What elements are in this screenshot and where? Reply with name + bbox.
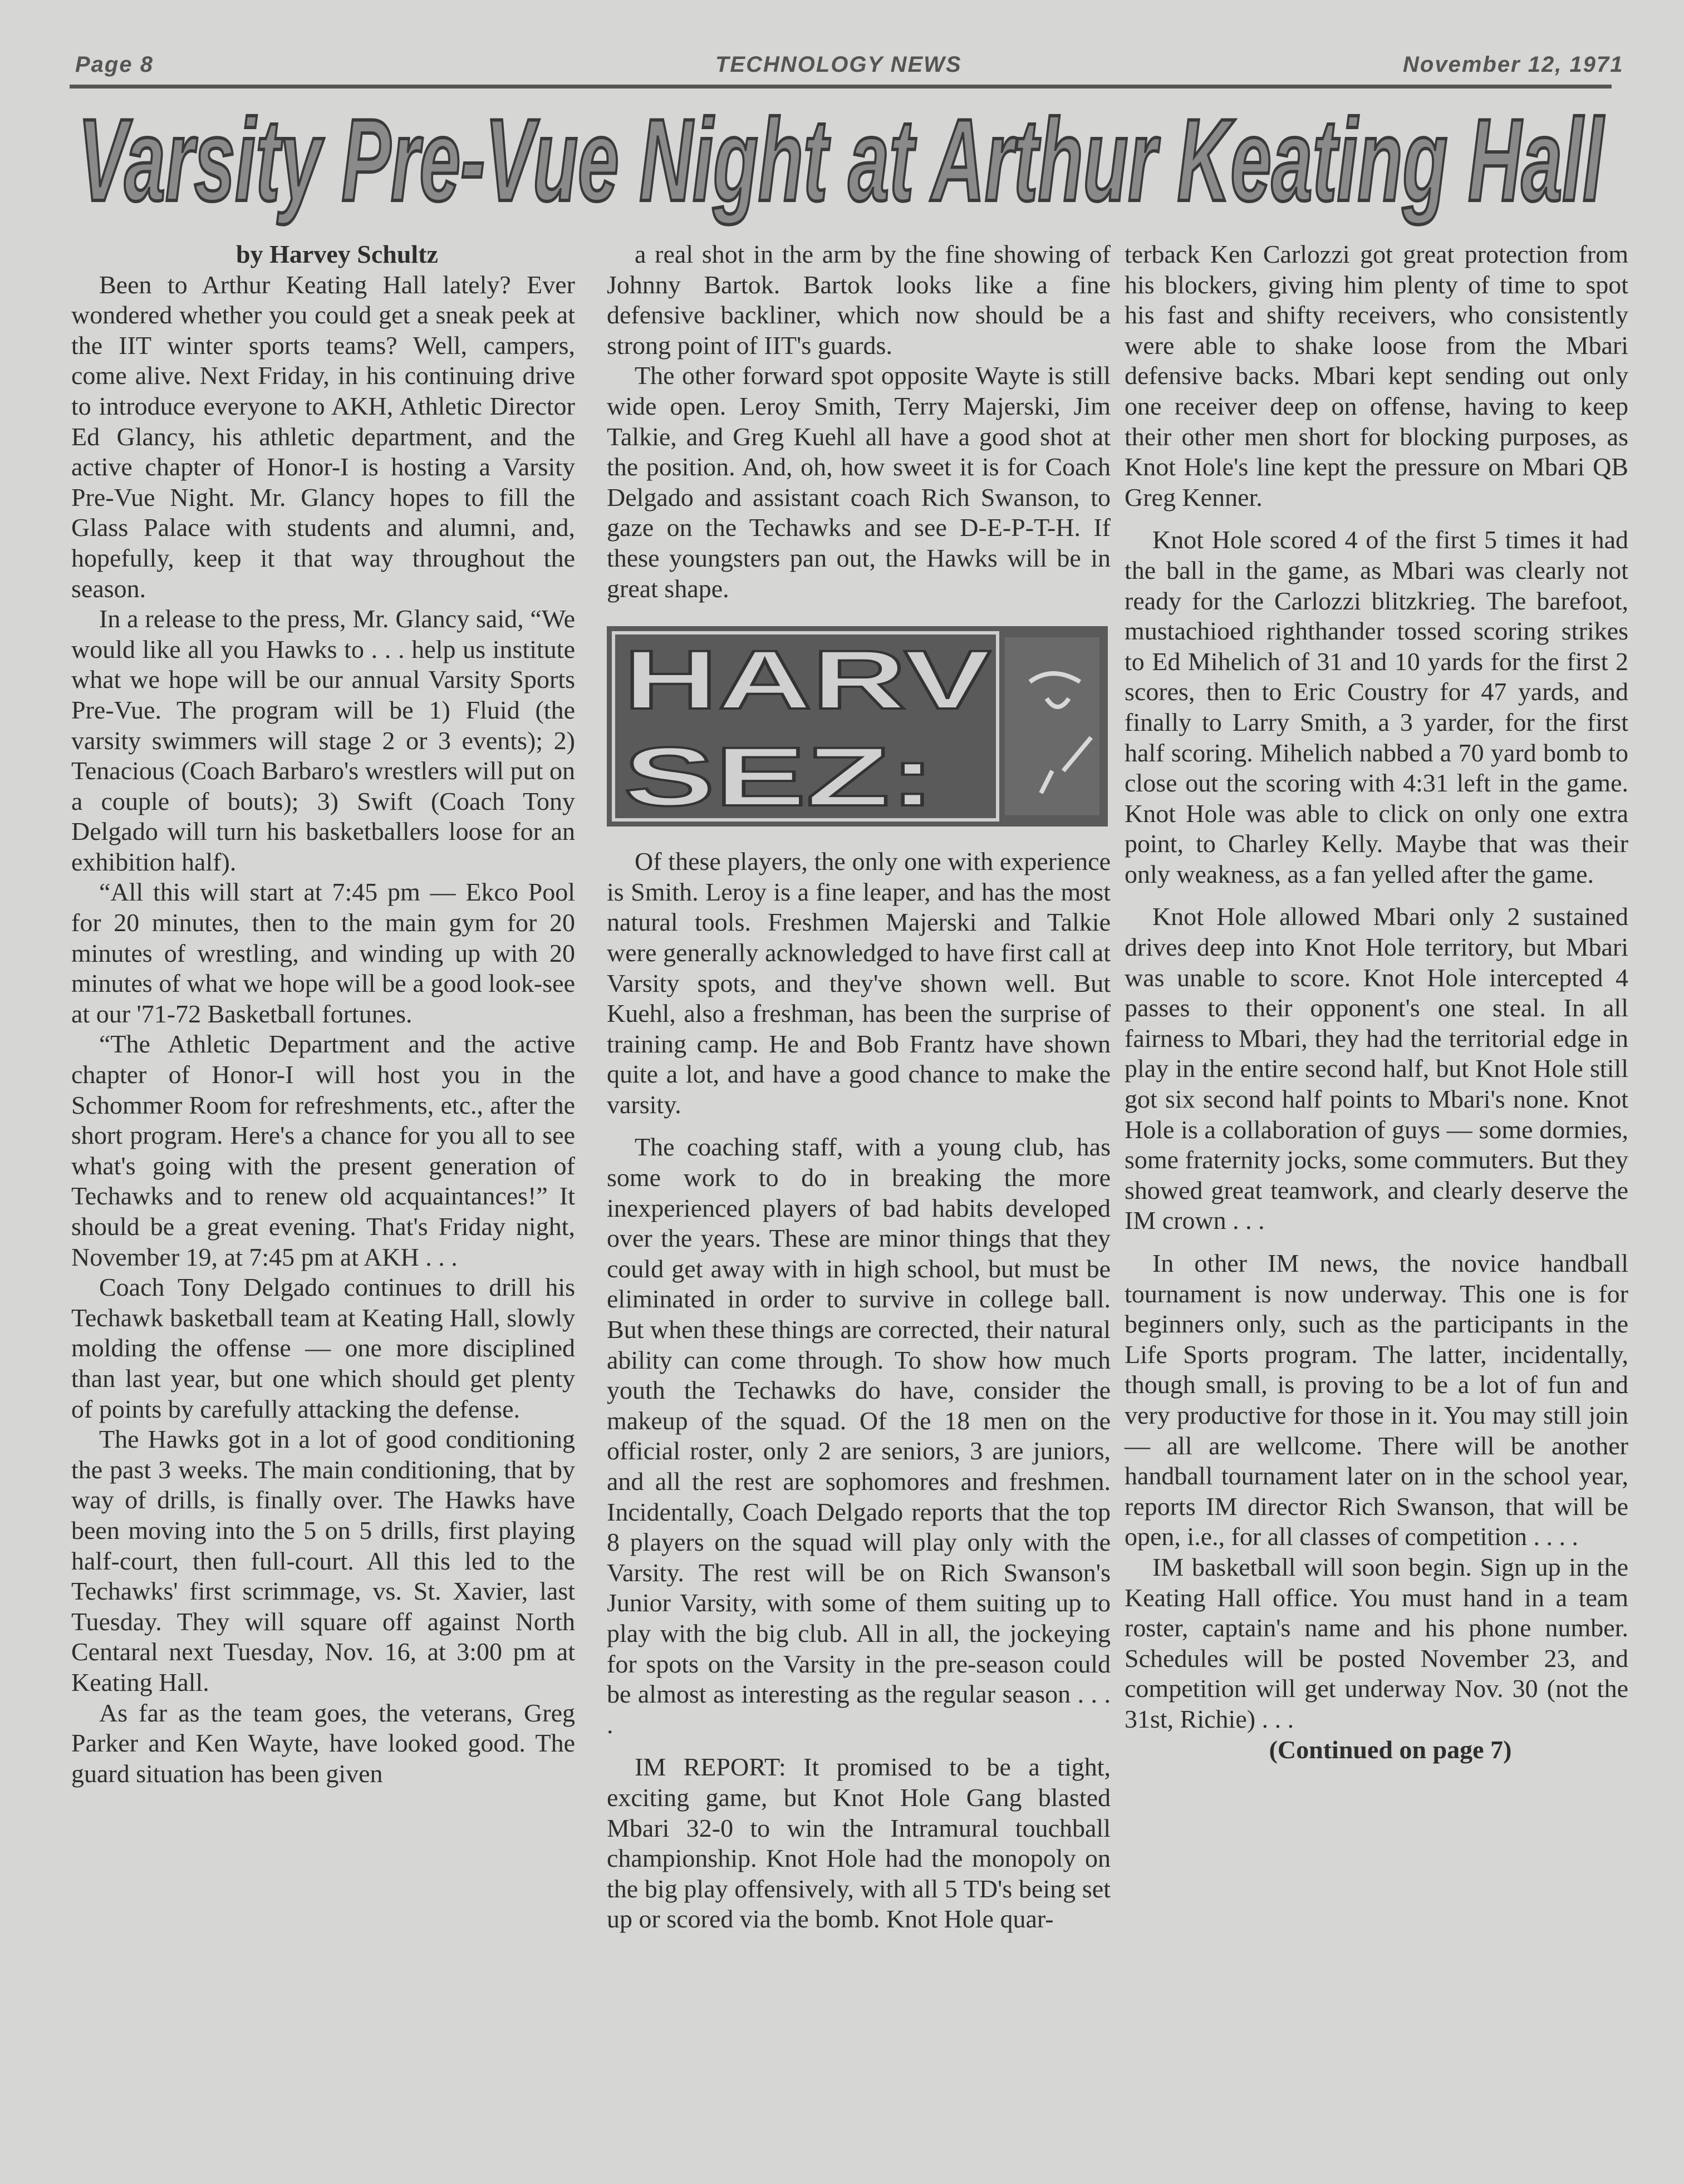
column-2 [607, 239, 1111, 1935]
headline-text: Varsity Pre-Vue Night at Arthur Keating Hall [78, 95, 1605, 225]
paragraph: a real shot in the arm by the fine showing of Johnny Bartok. Bartok looks like a fine defensive backliner, which now should be a strong point of IIT's guards. [607, 240, 1111, 360]
paragraph: Coach Tony Delgado continues to drill his Techawk basketball team at Keating Hall, slowly molding the offense — one more disciplined than last year, but one which should get plenty of points by carefully attacking the defense. [71, 1273, 575, 1423]
logo-line-1: HARV [623, 633, 991, 727]
issue-date: November 12, 1971 [1403, 52, 1624, 77]
paragraph: “The Athletic Department and the active chapter of Honor-I will host you in the Schommer Room for refreshments, etc., after the short program. Here's a chance for you all to see what's going with the present generation of Techawks and to renew old acquaintances!” It should be a great evening. That's Friday night, November 19, at 7:45 pm at AKH . . . [71, 1030, 575, 1271]
newspaper-name: TECHNOLOGY NEWS [715, 52, 962, 77]
paragraph: In a release to the press, Mr. Glancy said, “We would like all you Hawks to . . . help us institute what we hope will be our annual Varsity Sports Pre-Vue. The program will be 1) Fluid (the varsity swimmers will stage 2 or 3 events); 2) Tenacious (Coach Barbaro's wrestlers will put on a couple of bouts); 3) Swift (Coach Tony Delgado will turn his basketballers loose for an exhibition half). [71, 604, 575, 876]
headline [67, 92, 1626, 231]
paragraph: In other IM news, the novice handball tournament is now underway. This one is for beginners only, such as the participants in the Life Sports program. The latter, incidentally, though small, is proving to be a lot of fun and very productive for those in it. You may still join — all are wellcome. There will be another handball tournament later on in the school year, reports IM director Rich Swanson, that will be open, i.e., for all classes of competition . . . . [1125, 1249, 1628, 1551]
paragraph: The Hawks got in a lot of good conditioning the past 3 weeks. The main conditioning, that by way of drills, is finally over. The Hawks have been moving into the 5 on 5 drills, first playing half-court, then full-court. All this led to the Techawks' first scrimmage, vs. St. Xavier, last Tuesday. They will square off against North Centaral next Tuesday, Nov. 16, at 3:00 pm at Keating Hall. [71, 1425, 575, 1696]
header-rule [70, 85, 1612, 88]
paragraph: Of these players, the only one with experience is Smith. Leroy is a fine leaper, and has the most natural tools. Freshmen Majerski and Talkie were generally acknowledged to have first call at Varsity spots, and they've shown well. But Kuehl, also a freshman, has been the surprise of training camp. He and Bob Frantz have shown quite a lot, and have a good chance to make the varsity. [607, 847, 1111, 1119]
byline: by Harvey Schultz [236, 240, 438, 268]
page-number: Page 8 [75, 52, 154, 77]
paragraph: Knot Hole scored 4 of the first 5 times it had the ball in the game, as Mbari was clearly not ready for the Carlozzi blitzkrieg. The barefoot, mustachioed righthander tossed scoring strikes to Ed Mihelich of 31 and 10 yards for the first 2 scores, then to Eric Coustry for 47 yards, and finally to Larry Smith, a 3 yarder, for the first half scoring. Mihelich nabbed a 70 yard bomb to close out the scoring with 4:31 left in the game. Knot Hole was able to click on only one extra point, to Charley Kelly. Maybe that was their only weakness, as a fan yelled after the game. [1125, 525, 1628, 888]
column-1 [71, 239, 575, 1789]
paragraph: IM REPORT: It promised to be a tight, exciting game, but Knot Hole Gang blasted Mbari 32-0 to win the Intramural touchball championship. Knot Hole had the monopoly on the big play offensively, with all 5 TD's being set up or scored via the bomb. Knot Hole quar- [607, 1753, 1111, 1934]
columnist-caricature-icon [1005, 637, 1099, 815]
paragraph: The coaching staff, with a young club, has some work to do in breaking the more inexperienced players of bad habits developed over the years. These are minor things that they could get away with in high school, but must be eliminated in order to survive in college ball. But when these things are corrected, their natural ability can come through. To show how much youth the Techawks do have, consider the makeup of the squad. Of the 18 men on the official roster, only 2 are seniors, 3 are juniors, and all the rest are sophomores and freshmen. Incidentally, Coach Delgado reports that the top 8 players on the squad will play only with the Varsity. The rest will be on Rich Swanson's Junior Varsity, with some of them suiting up to play with the big club. All in all, the jockeying for spots on the Varsity in the pre-season could be almost as interesting as the regular season . . . . [607, 1133, 1111, 1739]
paragraph: The other forward spot opposite Wayte is still wide open. Leroy Smith, Terry Majerski, Jim Talkie, and Greg Kuehl all have a good shot at the position. And, oh, how sweet it is for Coach Delgado and assistant coach Rich Swanson, to gaze on the Techawks and see D-E-P-T-H. If these youngsters pan out, the Hawks will be in great shape. [607, 361, 1111, 603]
paragraph: Been to Arthur Keating Hall lately? Ever wondered whether you could get a sneak peek at the IIT winter sports teams? Well, campers, come alive. Next Friday, in his continuing drive to introduce everyone to AKH, Athletic Director Ed Glancy, his athletic department, and the active chapter of Honor-I is hosting a Varsity Pre-Vue Night. Mr. Glancy hopes to fill the Glass Palace with students and alumni, and, hopefully, keep it that way throughout the season. [71, 270, 575, 603]
column-3 [1125, 239, 1628, 1765]
paragraph: terback Ken Carlozzi got great protection from his blockers, giving him plenty of time to spot his fast and shifty receivers, who consistently were able to shake loose from the Mbari defensive backs. Mbari kept sending out only one receiver deep on offense, having to keep their other men short for blocking purposes, as Knot Hole's line kept the pressure on Mbari QB Greg Kenner. [1125, 240, 1628, 511]
paragraph: Knot Hole allowed Mbari only 2 sustained drives deep into Knot Hole territory, but Mbari was unable to score. Knot Hole intercepted 4 passes to their opponent's one steal. In all fairness to Mbari, they had the territorial edge in play in the entire second half, but Knot Hole still got six second half points to Mbari's none. Knot Hole is a collaboration of guys — some dormies, some fraternity jocks, some commuters. But they showed great teamwork, and clearly deserve the IM crown . . . [1125, 902, 1628, 1235]
harv-sez-column-logo [607, 626, 1108, 827]
paragraph: IM basketball will soon begin. Sign up in the Keating Hall office. You must hand in a team roster, captain's name and his phone number. Schedules will be posted November 23, and competition will get underway Nov. 30 (not the 31st, Richie) . . . [1125, 1552, 1628, 1733]
continued-note: (Continued on page 7) [1269, 1735, 1512, 1764]
logo-line-2: SEZ: [623, 730, 935, 824]
paragraph: “All this will start at 7:45 pm — Ekco Pool for 20 minutes, then to the main gym for 20 minutes of wrestling, and winding up with 20 minutes of what we hope will be a good look-see at our '71-72 Basketball fortunes. [71, 878, 575, 1028]
paragraph: As far as the team goes, the veterans, Greg Parker and Ken Wayte, have looked good. The guard situation has been given [71, 1698, 575, 1788]
